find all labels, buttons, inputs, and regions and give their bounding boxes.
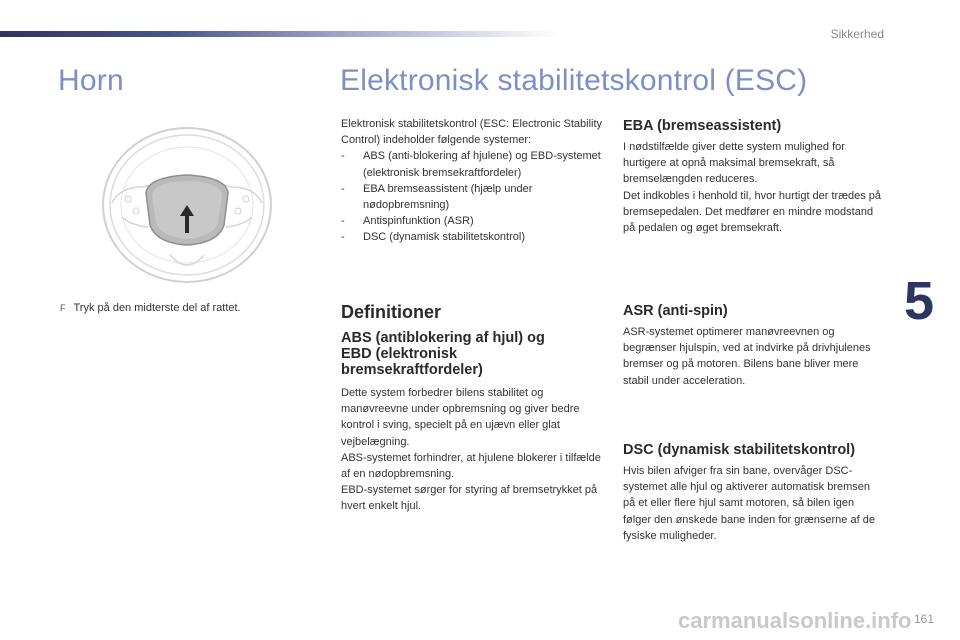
abs-ebd-title: ABS (antiblokering af hjul) og EBD (elektronisk bremsekraftfordeler) [341,330,545,378]
definitions-title: Definitioner [341,302,442,322]
asr-text: ASR-systemet optimerer manøvreevnen og begrænser hjulspin, ved at indvirke på drivhjulenes bremser og på motoren. Bilens bane bliver mere stabil under acceleration. [623,326,871,387]
abs-ebd-text [341,385,606,515]
horn-title: Horn [58,64,124,97]
eba-text-2: Det indkobles i henhold til, hvor hurtigt der trædes på bremsepedalen. Det medfører en mindre modstand på pedalen og øget bremsekraft. [623,189,882,235]
eba-text [623,139,885,236]
horn-instruction [60,302,241,314]
abs-text-3: EBD-systemet sørger for styring af bremsetrykket på hvert enkelt hjul. [341,484,598,513]
abs-text-2: ABS-systemet forhindrer, at hjulene blokerer i tilfælde af en nødopbremsning. [341,451,601,481]
steering-wheel-illustration [100,125,275,285]
list-item: - Antispinfunktion (ASR) [341,213,606,229]
dsc-title: DSC (dynamisk stabilitetskontrol) [623,442,856,458]
bullet-marker: F [60,303,66,313]
list-item: - DSC (dynamisk stabilitetskontrol) [341,229,606,245]
eba-text-1: I nødstilfælde giver dette system mulighed for hurtigere at opnå maksimal bremsekraft, så bremselængden reduceres. [623,141,845,186]
abs-text-1: Dette system forbedrer bilens stabilitet og manøvreevne under opbremsning og giver bedre kontrol i sving, specielt på en ujævn eller glat vejbelægning. [341,387,580,448]
section-label: Sikkerhed [830,27,884,41]
eba-title: EBA (bremseassistent) [623,118,782,134]
esc-system-list [341,148,606,245]
page-number: 161 [913,612,934,626]
list-item: - ABS (anti-blokering af hjulene) og EBD-systemet (elektronisk bremsekraftfordeler) [341,148,606,180]
esc-intro-block [341,116,606,246]
watermark-text: carmanualsonline.info [678,608,912,633]
esc-title: Elektronisk stabilitetskontrol (ESC) [340,64,808,97]
dsc-text: Hvis bilen afviger fra sin bane, overvåger DSC-systemet alle hjul og aktiverer automatisk bremsen på et eller flere hjul samt motoren, så bilen igen følger den ønskede bane inden for grænserne af de fysiske muligheder. [623,465,875,542]
list-item: - EBA bremseassistent (hjælp under nødopbremsning) [341,181,606,213]
horn-instruction-text: Tryk på den midterste del af rattet. [73,302,241,314]
asr-title: ASR (anti-spin) [623,303,728,319]
esc-intro: Elektronisk stabilitetskontrol (ESC: Electronic Stability Control) indeholder følgende systemer: [341,118,603,147]
header-gradient-bar [0,31,560,37]
chapter-number: 5 [904,271,935,331]
